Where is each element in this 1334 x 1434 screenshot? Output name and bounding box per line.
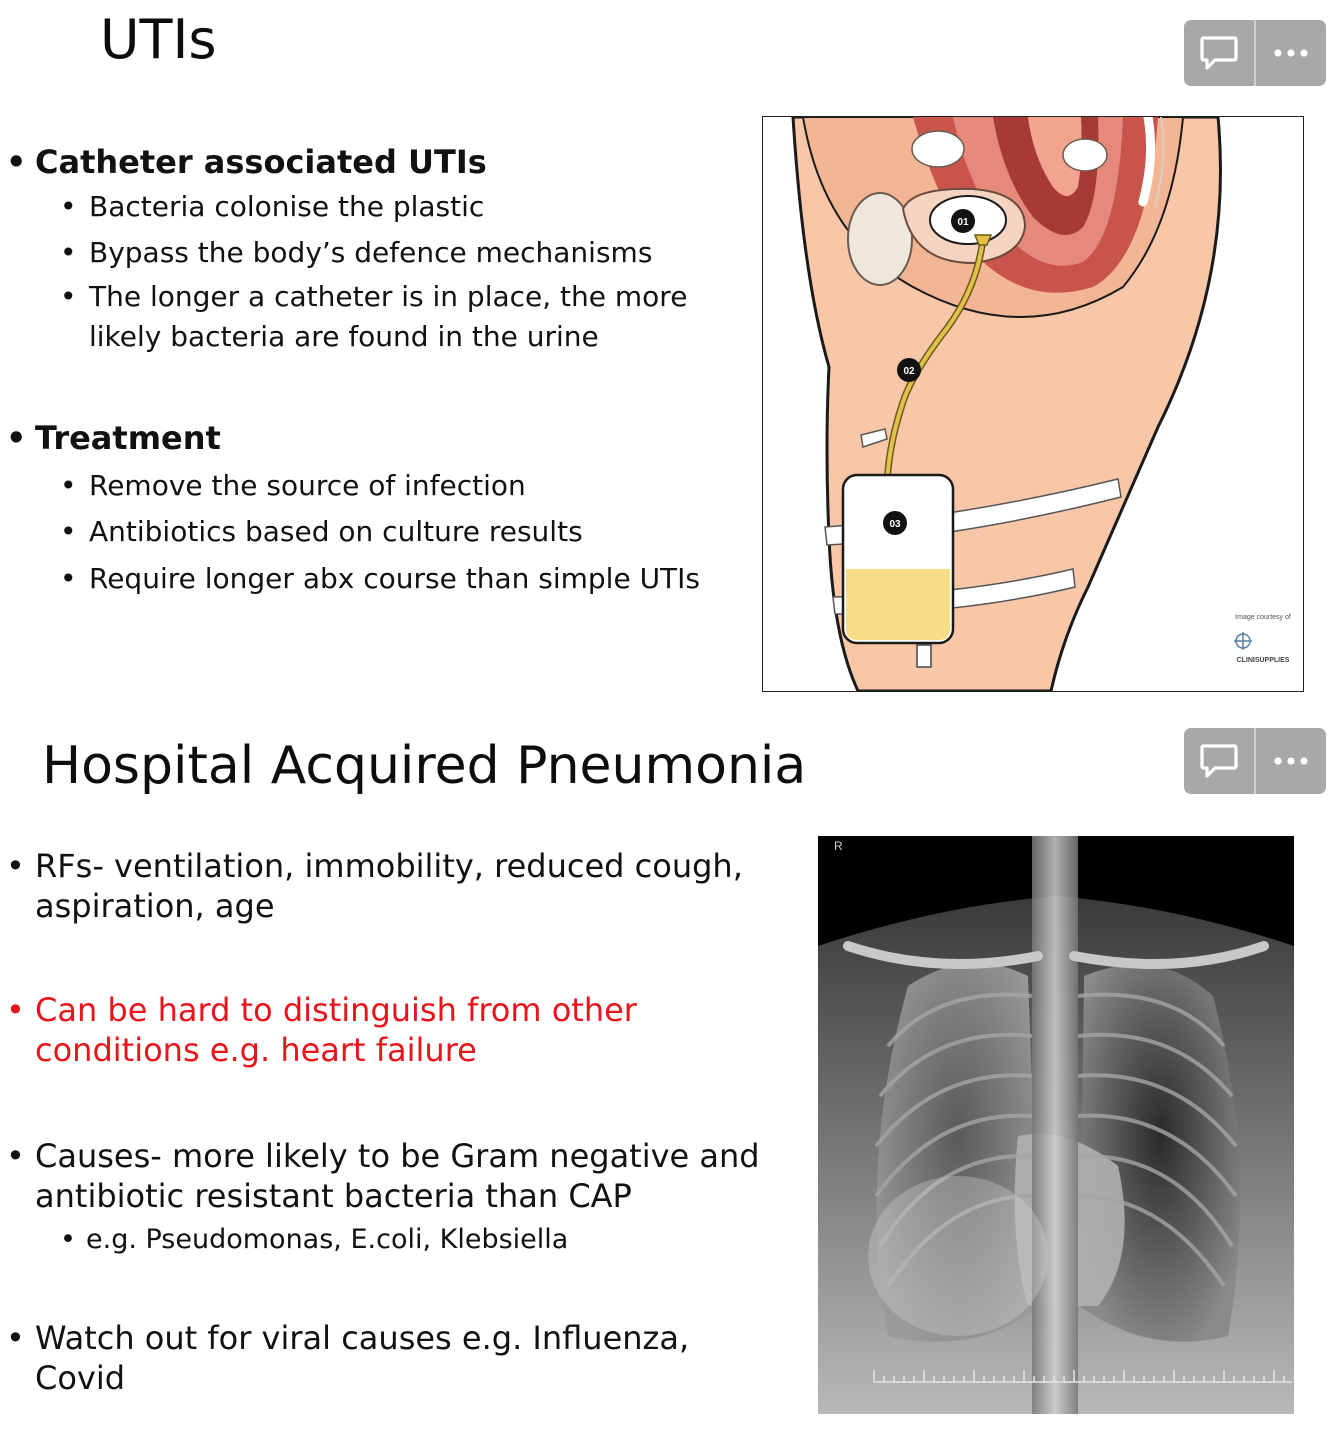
slide-hospital-acquired-pneumonia (0, 712, 1334, 1434)
bullet-item-highlight: • Can be hard to distinguish from other conditions e.g. heart failure (0, 990, 655, 1070)
slide-title: UTIs (100, 8, 217, 71)
sub-bullet: • Remove the source of infection (0, 466, 740, 506)
catheter-diagram-svg (763, 117, 1303, 691)
bullet-list (0, 846, 770, 1398)
sub-bullet: • Antibiotics based on culture results (0, 512, 740, 552)
slide-toolbar (1184, 728, 1326, 794)
clinisupplies-logo-icon (1234, 632, 1252, 650)
sub-bullet: • e.g. Pseudomonas, E.coli, Klebsiella (0, 1220, 770, 1260)
catheter-illustration (762, 116, 1304, 692)
slide-toolbar (1184, 20, 1326, 86)
xray-side-marker: R (834, 839, 843, 853)
more-options-button[interactable] (1256, 728, 1326, 794)
slide-title: Hospital Acquired Pneumonia (42, 736, 807, 796)
slide-utis (0, 0, 1334, 712)
chest-xray-image (818, 836, 1294, 1414)
marker-03: 03 (889, 519, 901, 530)
sub-bullet: • Bypass the body’s defence mechanisms (0, 233, 740, 273)
bullet-heading: • Treatment (0, 418, 740, 458)
sub-bullet: • The longer a catheter is in place, the more likely bacteria are found in the urine (0, 277, 719, 357)
bullet-item: • RFs- ventilation, immobility, reduced cough, aspiration, age (0, 846, 755, 926)
chest-xray-svg (818, 836, 1294, 1414)
bullet-item: • Causes- more likely to be Gram negative and antibiotic resistant bacteria than CAP (0, 1136, 770, 1216)
more-options-button[interactable] (1256, 20, 1326, 86)
sub-bullet: • Bacteria colonise the plastic (0, 187, 740, 227)
marker-01: 01 (957, 217, 969, 228)
comment-icon (1200, 35, 1238, 71)
more-icon (1272, 756, 1310, 766)
marker-02: 02 (903, 366, 915, 377)
bullet-list (0, 142, 740, 599)
more-icon (1272, 48, 1310, 58)
sub-bullet: • Require longer abx course than simple UTIs (0, 559, 740, 599)
comment-button[interactable] (1184, 20, 1256, 86)
image-credit: Image courtesy of (1235, 614, 1291, 621)
bullet-heading: • Catheter associated UTIs (0, 142, 740, 182)
credit-logo-text: CLINISUPPLIES (1236, 657, 1290, 664)
bullet-item: • Watch out for viral causes e.g. Influenza, Covid (0, 1318, 715, 1398)
comment-button[interactable] (1184, 728, 1256, 794)
comment-icon (1200, 743, 1238, 779)
